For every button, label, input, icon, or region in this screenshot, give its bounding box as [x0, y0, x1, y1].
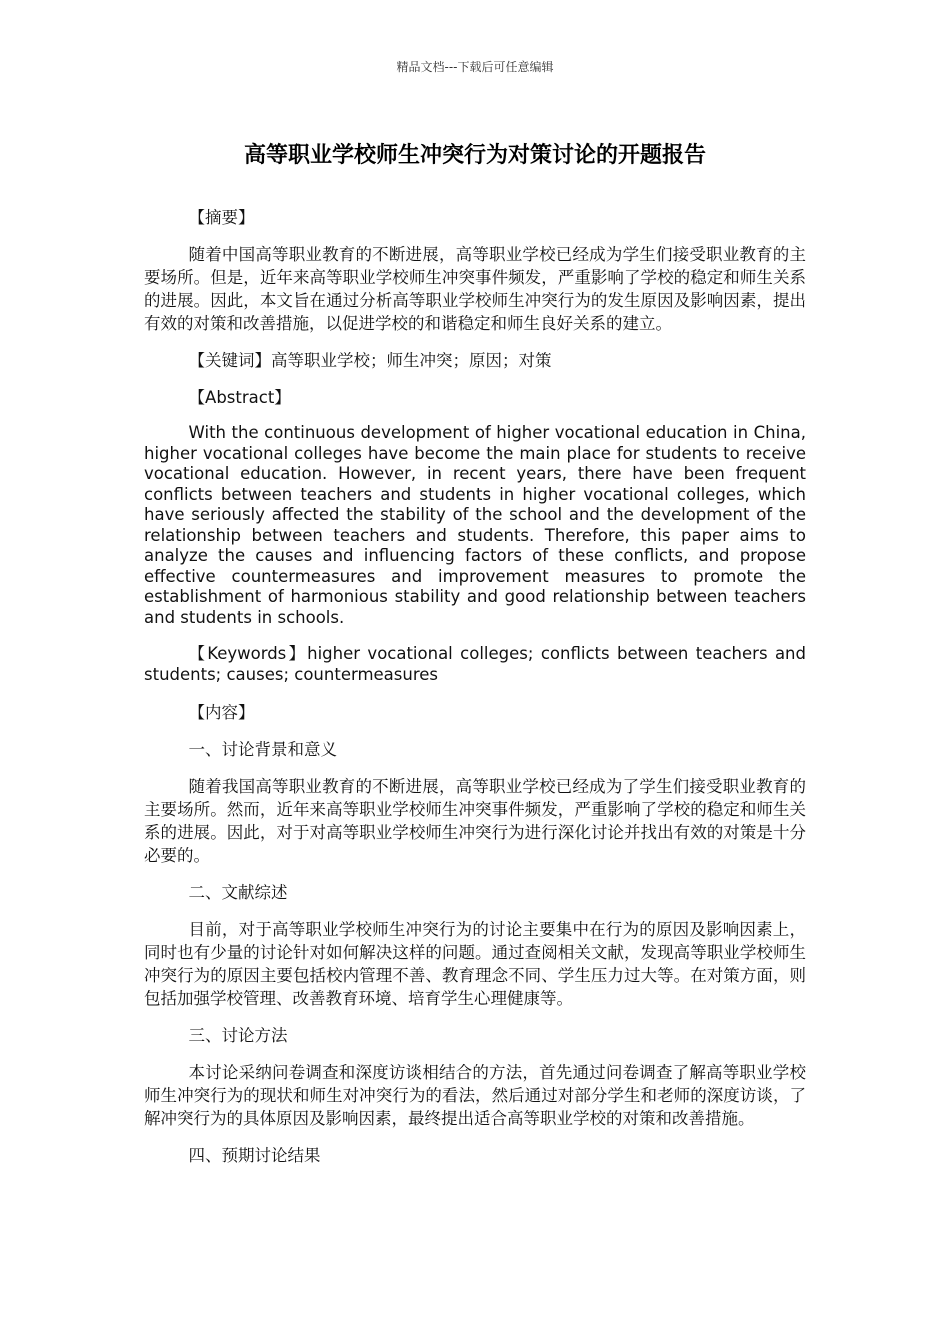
section-3-heading: 三、讨论方法: [188, 1026, 288, 1045]
document-body: [144, 206, 806, 1181]
section-2-heading: 二、文献综述: [188, 883, 288, 902]
abstract-en-text: With the continuous development of higher vocational education in China, higher vocational colleges have become the main place for students to receive vocational education. However, in recent years, there have been frequent conflicts between teachers and students in higher vocational colleges, which have seriously affected the stability of the school and the development of the relationship between teachers and students. Therefore, this paper aims to analyze the causes and influencing factors of these conflicts, and propose effective countermeasures and improvement measures to promote the establishment of harmonious stability and good relationship between teachers and students in schools.: [144, 423, 806, 627]
keywords-en-label: 【Keywords】: [188, 644, 308, 663]
keywords-cn-label: 【关键词】: [188, 351, 272, 370]
section-3-text: 本讨论采纳问卷调查和深度访谈相结合的方法，首先通过问卷调查了解高等职业学校师生冲突行为的现状和师生对冲突行为的看法，然后通过对部分学生和老师的深度访谈，了解冲突行为的具体原因及影响因素，最终提出适合高等职业学校的对策和改善措施。: [144, 1063, 806, 1128]
document-title: 高等职业学校师生冲突行为对策讨论的开题报告: [243, 143, 706, 168]
abstract-text: 随着中国高等职业教育的不断进展，高等职业学校已经成为学生们接受职业教育的主要场所。但是，近年来高等职业学校师生冲突事件频发，严重影响了学校的稳定和师生关系的进展。因此，本文旨在通过分析高等职业学校师生冲突行为的发生原因及影响因素，提出有效的对策和改善措施，以促进学校的和谐稳定和师生良好关系的建立。: [144, 245, 806, 333]
section-1-text: 随着我国高等职业教育的不断进展，高等职业学校已经成为了学生们接受职业教育的主要场所。然而，近年来高等职业学校师生冲突事件频发，严重影响了学校的稳定和师生关系的进展。因此，对于对高等职业学校师生冲突行为进行深化讨论并找出有效的对策是十分必要的。: [144, 777, 806, 865]
keywords-cn: [144, 349, 806, 372]
section-4-heading: 四、预期讨论结果: [188, 1146, 321, 1165]
content-heading: 【内容】: [188, 703, 255, 722]
header-note: 精品文档---下载后可任意编辑: [396, 60, 554, 74]
keywords-en-text: higher vocational colleges; conflicts between teachers and students; causes; countermeasures: [144, 644, 806, 684]
abstract-en-heading: 【Abstract】: [188, 388, 291, 407]
section-1-heading: 一、讨论背景和意义: [188, 740, 338, 759]
keywords-cn-text: 高等职业学校；师生冲突；原因；对策: [271, 351, 552, 370]
abstract-heading: 【摘要】: [188, 208, 255, 227]
section-2-text: 目前，对于高等职业学校师生冲突行为的讨论主要集中在行为的原因及影响因素上，同时也有少量的讨论针对如何解决这样的问题。通过查阅相关文献，发现高等职业学校师生冲突行为的原因主要包括校内管理不善、教育理念不同、学生压力过大等。在对策方面，则包括加强学校管理、改善教育环境、培育学生心理健康等。: [144, 920, 806, 1008]
keywords-en: [144, 644, 806, 685]
